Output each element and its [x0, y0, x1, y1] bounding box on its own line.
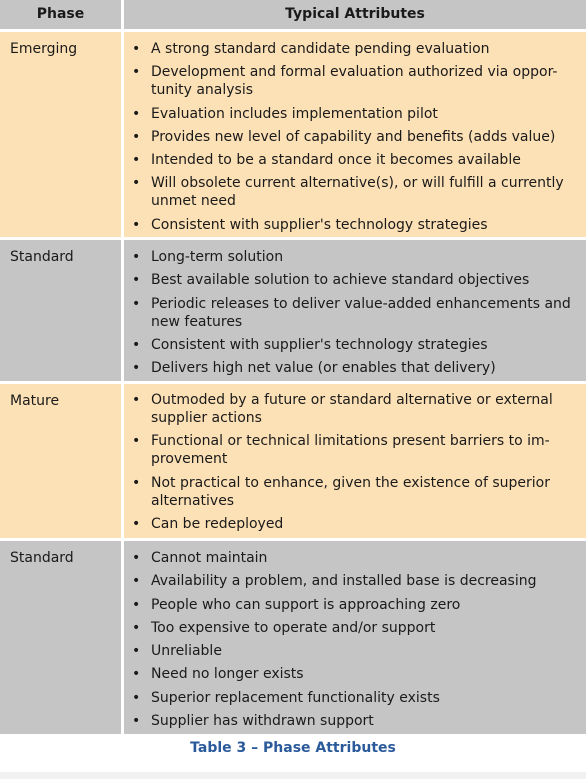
attribute-item: • Unreliable — [124, 642, 586, 660]
header-typical-attributes: Typical Attributes — [124, 0, 586, 29]
attribute-item: • Functional or technical limitations present barriers to im- provement — [124, 432, 586, 468]
phase-label: Standard — [10, 249, 74, 265]
attributes-cell-mature — [124, 384, 586, 538]
attribute-list — [124, 549, 586, 730]
attribute-item: • Consistent with supplier's technology strategies — [124, 216, 586, 234]
attribute-item: • People who can support is approaching zero — [124, 596, 586, 614]
attribute-item: • Delivers high net value (or enables that delivery) — [124, 359, 586, 377]
attribute-item: • Need no longer exists — [124, 665, 586, 683]
attribute-item: • Availability a problem, and installed base is decreasing — [124, 572, 586, 590]
attribute-item: • Superior replacement functionality exists — [124, 689, 586, 707]
phase-cell-mature — [0, 384, 121, 538]
phase-label: Emerging — [10, 41, 78, 57]
attribute-list — [124, 40, 586, 234]
attribute-item: • Consistent with supplier's technology strategies — [124, 336, 586, 354]
attribute-item: • Outmoded by a future or standard alternative or external supplier actions — [124, 391, 586, 427]
attribute-item: • Can be redeployed — [124, 515, 586, 533]
table-caption: Table 3 – Phase Attributes — [190, 740, 396, 756]
attribute-item: • Best available solution to achieve standard objectives — [124, 271, 586, 289]
phase-label: Standard — [10, 550, 74, 566]
attributes-cell-emerging — [124, 32, 586, 237]
attribute-item: • Evaluation includes implementation pilot — [124, 105, 586, 123]
attribute-item: • Long-term solution — [124, 248, 586, 266]
attribute-list — [124, 391, 586, 533]
attribute-item: • Development and formal evaluation authorized via oppor- tunity analysis — [124, 63, 586, 99]
attribute-item: • Too expensive to operate and/or support — [124, 619, 586, 637]
attribute-item: • Cannot maintain — [124, 549, 586, 567]
phase-cell-standard-retire — [0, 541, 121, 734]
phase-cell-standard — [0, 240, 121, 381]
phase-cell-emerging — [0, 32, 121, 237]
attribute-item: • Periodic releases to deliver value-added enhancements and new features — [124, 295, 586, 331]
phase-label: Mature — [10, 393, 60, 409]
attribute-list — [124, 248, 586, 377]
attribute-item: • Intended to be a standard once it becomes available — [124, 151, 586, 169]
attribute-item: • Not practical to enhance, given the existence of superior alternatives — [124, 474, 586, 510]
attribute-item: • A strong standard candidate pending evaluation — [124, 40, 586, 58]
attributes-cell-standard-retire — [124, 541, 586, 734]
header-phase: Phase — [0, 0, 121, 29]
attribute-item: • Supplier has withdrawn support — [124, 712, 586, 730]
attribute-item: • Provides new level of capability and benefits (adds value) — [124, 128, 586, 146]
attribute-item: • Will obsolete current alternative(s), or will fulfill a currently unmet need — [124, 174, 586, 210]
attributes-cell-standard — [124, 240, 586, 381]
